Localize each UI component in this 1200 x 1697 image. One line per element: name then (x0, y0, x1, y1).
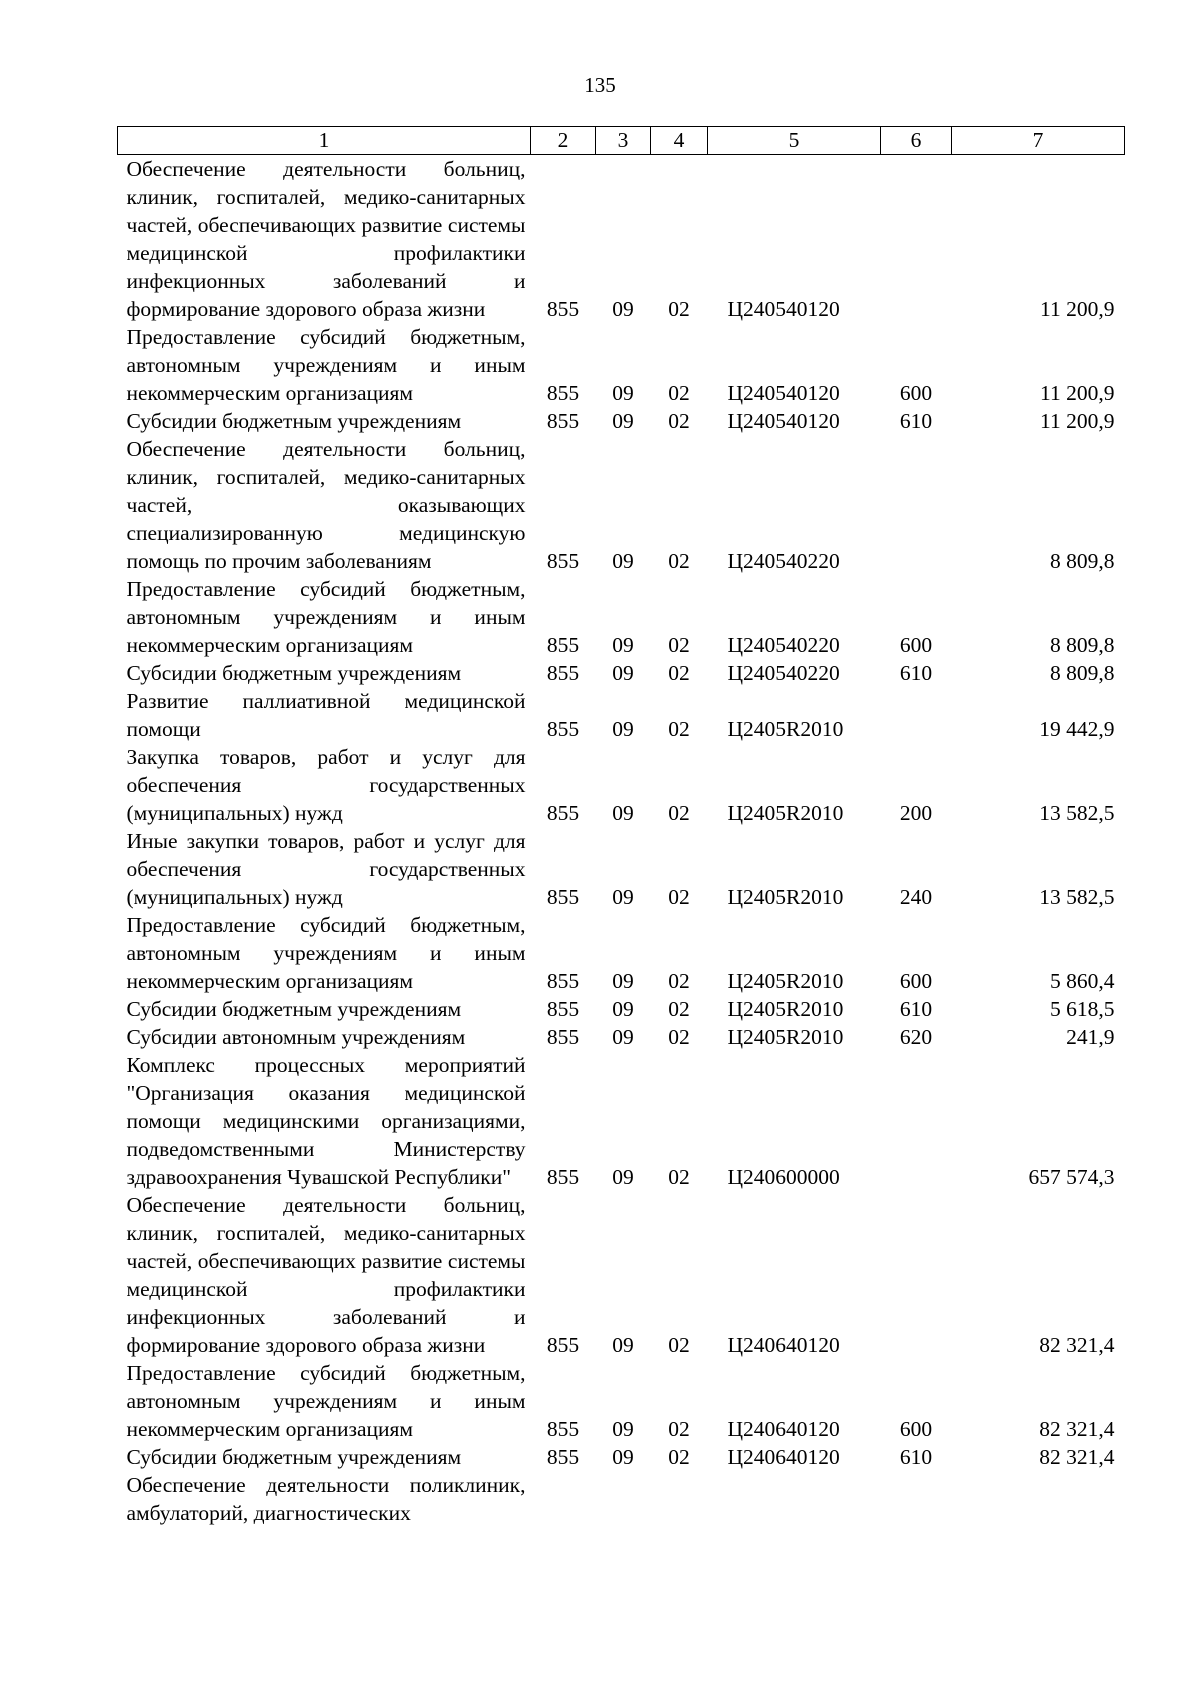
row-expense-type: 610 (899, 997, 933, 1021)
row-target-article: Ц240540220 (727, 661, 840, 685)
row-col-4: 02 (668, 297, 690, 321)
row-col-4: 02 (668, 801, 690, 825)
row-col-3: 09 (612, 885, 634, 909)
table-row (118, 1443, 1125, 1471)
header-col-3: 3 (596, 127, 651, 155)
row-name: Субсидии бюджетным учреждениям (126, 997, 462, 1021)
table-row (118, 659, 1125, 687)
row-target-article: Ц240540220 (727, 633, 840, 657)
table-row (118, 323, 1125, 407)
row-expense-type: 600 (899, 381, 933, 405)
table-row (118, 687, 1125, 743)
row-target-article: Ц2405R2010 (727, 717, 844, 741)
row-target-article: Ц2405R2010 (727, 1025, 844, 1049)
row-col-3: 09 (612, 1417, 634, 1441)
row-name: Предоставление субсидий бюджетным, автономным учреждениям и иным некоммерческим организациям (126, 913, 526, 993)
row-col-2: 855 (546, 633, 580, 657)
row-col-4: 02 (668, 1333, 690, 1357)
row-col-4: 02 (668, 969, 690, 993)
row-col-3: 09 (612, 633, 634, 657)
row-col-2: 855 (546, 661, 580, 685)
row-name: Субсидии бюджетным учреждениям (126, 661, 462, 685)
row-col-2: 855 (546, 381, 580, 405)
table-row (118, 1471, 1125, 1527)
row-col-2: 855 (546, 1417, 580, 1441)
row-amount: 5 860,4 (1050, 969, 1115, 993)
row-target-article: Ц2405R2010 (727, 969, 844, 993)
row-col-2: 855 (546, 409, 580, 433)
row-name: Обеспечение деятельности больниц, клиник, госпиталей, медико-санитарных частей, обеспечивающих развитие системы медицинской профилактики инфекционных заболеваний и формирование здорового образа жизни (126, 1193, 526, 1357)
budget-table (117, 126, 1125, 1527)
row-expense-type (881, 687, 952, 743)
row-col-3: 09 (612, 1445, 634, 1469)
row-name: Предоставление субсидий бюджетным, автономным учреждениям и иным некоммерческим организациям (126, 1361, 526, 1441)
row-target-article: Ц240540120 (727, 297, 840, 321)
row-expense-type (881, 1191, 952, 1359)
row-col-2: 855 (546, 1445, 580, 1469)
row-col-4: 02 (668, 409, 690, 433)
table-row (118, 1191, 1125, 1359)
header-col-6: 6 (881, 127, 952, 155)
row-col-4: 02 (668, 885, 690, 909)
row-col-4: 02 (668, 661, 690, 685)
table-row (118, 743, 1125, 827)
row-col-3: 09 (612, 717, 634, 741)
row-amount: 241,9 (1066, 1025, 1115, 1049)
row-amount: 8 809,8 (1050, 661, 1115, 685)
row-col-3: 09 (612, 801, 634, 825)
row-col-2: 855 (546, 1025, 580, 1049)
table-row (118, 911, 1125, 995)
row-name: Субсидии бюджетным учреждениям (126, 409, 462, 433)
row-amount: 11 200,9 (1040, 381, 1115, 405)
row-col-4: 02 (668, 717, 690, 741)
row-expense-type (881, 1471, 952, 1527)
header-col-2: 2 (531, 127, 596, 155)
row-col-4: 02 (668, 1165, 690, 1189)
row-col-3: 09 (612, 297, 634, 321)
row-target-article: Ц240640120 (727, 1333, 840, 1357)
row-name: Иные закупки товаров, работ и услуг для обеспечения государственных (муниципальных) нужд (126, 829, 526, 909)
row-col-3: 09 (612, 549, 634, 573)
table-row (118, 995, 1125, 1023)
row-amount: 13 582,5 (1039, 885, 1115, 909)
header-row (118, 127, 1125, 155)
row-expense-type (881, 155, 952, 324)
row-col-2: 855 (546, 1165, 580, 1189)
table-row (118, 827, 1125, 911)
row-name: Развитие паллиативной медицинской помощи (126, 689, 526, 741)
row-amount: 8 809,8 (1050, 633, 1115, 657)
row-amount: 82 321,4 (1039, 1333, 1115, 1357)
row-expense-type (881, 1051, 952, 1191)
row-col-3: 09 (612, 1165, 634, 1189)
table-row (118, 435, 1125, 575)
row-expense-type (881, 435, 952, 575)
row-expense-type: 620 (899, 1025, 933, 1049)
row-name: Предоставление субсидий бюджетным, автономным учреждениям и иным некоммерческим организациям (126, 325, 526, 405)
row-col-4: 02 (668, 1417, 690, 1441)
row-col-3: 09 (612, 1025, 634, 1049)
row-col-2 (531, 1471, 596, 1527)
row-amount: 11 200,9 (1040, 297, 1115, 321)
row-target-article: Ц240540220 (727, 549, 840, 573)
table-row (118, 1051, 1125, 1191)
row-col-2: 855 (546, 717, 580, 741)
row-name: Закупка товаров, работ и услуг для обеспечения государственных (муниципальных) нужд (126, 745, 526, 825)
row-expense-type: 610 (899, 1445, 933, 1469)
row-col-3: 09 (612, 409, 634, 433)
row-expense-type: 200 (899, 801, 933, 825)
row-target-article: Ц240540120 (727, 409, 840, 433)
row-col-2: 855 (546, 969, 580, 993)
row-col-3: 09 (612, 969, 634, 993)
row-name: Обеспечение деятельности поликлиник, амбулаторий, диагностических (126, 1473, 526, 1525)
row-amount: 8 809,8 (1050, 549, 1115, 573)
table-row (118, 155, 1125, 324)
row-col-3: 09 (612, 1333, 634, 1357)
row-target-article: Ц240540120 (727, 381, 840, 405)
row-col-4: 02 (668, 1025, 690, 1049)
header-col-4: 4 (651, 127, 708, 155)
row-amount: 82 321,4 (1039, 1445, 1115, 1469)
row-name: Обеспечение деятельности больниц, клиник, госпиталей, медико-санитарных частей, обеспечивающих развитие системы медицинской профилактики инфекционных заболеваний и формирование здорового образа жизни (126, 157, 526, 321)
row-target-article: Ц2405R2010 (727, 997, 844, 1021)
row-expense-type: 600 (899, 969, 933, 993)
row-target-article: Ц240600000 (727, 1165, 840, 1189)
table-header (118, 127, 1125, 155)
table-row (118, 1023, 1125, 1051)
row-amount: 13 582,5 (1039, 801, 1115, 825)
row-expense-type: 610 (899, 409, 933, 433)
row-col-4: 02 (668, 997, 690, 1021)
row-target-article (708, 1471, 881, 1527)
row-expense-type: 600 (899, 1417, 933, 1441)
row-name: Субсидии бюджетным учреждениям (126, 1445, 462, 1469)
row-target-article: Ц240640120 (727, 1445, 840, 1469)
row-col-2: 855 (546, 549, 580, 573)
row-col-3: 09 (612, 661, 634, 685)
row-col-3: 09 (612, 997, 634, 1021)
row-col-4: 02 (668, 381, 690, 405)
table-row (118, 407, 1125, 435)
header-col-5: 5 (708, 127, 881, 155)
row-name: Обеспечение деятельности больниц, клиник, госпиталей, медико-санитарных частей, оказывающих специализированную медицинскую помощь по прочим заболеваниям (126, 437, 526, 573)
table-body (118, 155, 1125, 1528)
row-amount (952, 1471, 1125, 1527)
row-expense-type: 600 (899, 633, 933, 657)
row-col-2: 855 (546, 1333, 580, 1357)
row-target-article: Ц240640120 (727, 1417, 840, 1441)
row-col-2: 855 (546, 997, 580, 1021)
row-name: Комплекс процессных мероприятий "Организация оказания медицинской помощи медицинскими организациями, подведомственными Министерству здравоохранения Чувашской Республики" (126, 1053, 526, 1189)
row-target-article: Ц2405R2010 (727, 801, 844, 825)
row-amount: 82 321,4 (1039, 1417, 1115, 1441)
row-col-2: 855 (546, 297, 580, 321)
page-number: 135 (584, 73, 616, 97)
table-row (118, 575, 1125, 659)
row-name: Предоставление субсидий бюджетным, автономным учреждениям и иным некоммерческим организациям (126, 577, 526, 657)
row-name: Субсидии автономным учреждениям (126, 1025, 466, 1049)
row-col-2: 855 (546, 885, 580, 909)
row-col-4 (651, 1471, 708, 1527)
row-col-4: 02 (668, 1445, 690, 1469)
header-col-7: 7 (952, 127, 1125, 155)
row-col-2: 855 (546, 801, 580, 825)
row-col-4: 02 (668, 549, 690, 573)
row-amount: 5 618,5 (1050, 997, 1115, 1021)
row-expense-type: 610 (899, 661, 933, 685)
row-expense-type: 240 (899, 885, 933, 909)
row-col-3 (596, 1471, 651, 1527)
row-col-4: 02 (668, 633, 690, 657)
row-amount: 11 200,9 (1040, 409, 1115, 433)
row-target-article: Ц2405R2010 (727, 885, 844, 909)
row-amount: 657 574,3 (1028, 1165, 1115, 1189)
row-amount: 19 442,9 (1039, 717, 1115, 741)
table-row (118, 1359, 1125, 1443)
header-col-1: 1 (118, 127, 531, 155)
row-col-3: 09 (612, 381, 634, 405)
